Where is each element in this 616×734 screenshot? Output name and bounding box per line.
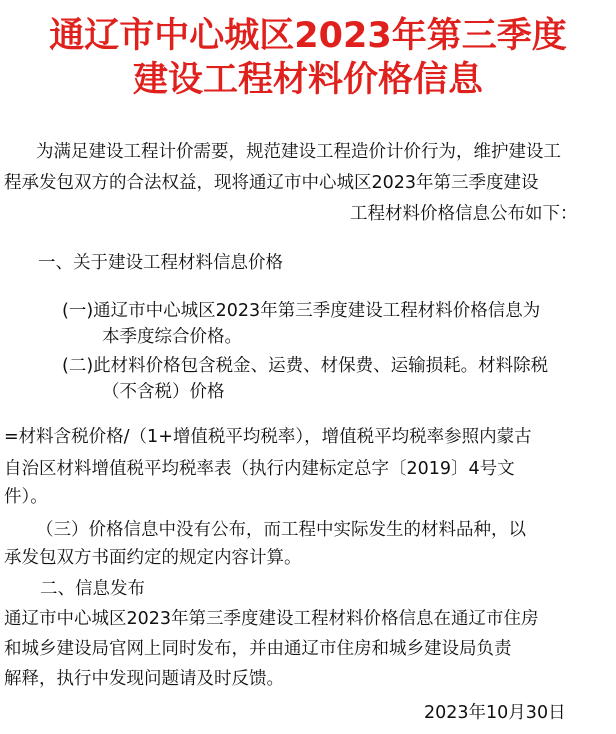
item-2-line-2: （不含税）价格 — [102, 382, 225, 402]
section-2-heading: 二、信息发布 — [40, 579, 145, 599]
formula-line-1: =材料含税价格/（1+增值税平均税率），增值税平均税率参照内蒙古 — [4, 427, 532, 447]
item-3-line-2: 承发包双方书面约定的规定内容计算。 — [4, 548, 302, 568]
item-1-line-2: 本季度综合价格。 — [102, 327, 242, 347]
release-line-3: 解释，执行中发现问题请及时反馈。 — [4, 669, 284, 689]
item-2-line-1: (二)此材料价格包含税金、运费、材保费、运输损耗。材料除税 — [62, 356, 549, 376]
formula-line-3: 件）。 — [4, 487, 48, 507]
formula-line-2: 自治区材料增值税平均税率表（执行内建标定总字〔2019〕4号文 — [4, 459, 515, 479]
document-title-line-2: 建设工程材料价格信息 — [132, 60, 483, 100]
document-title-line-1: 通辽市中心城区2023年第三季度 — [49, 16, 567, 56]
intro-line-1: 为满足建设工程计价需要，规范建设工程造价计价行为，维护建设工 — [36, 142, 561, 162]
intro-line-3: 工程材料价格信息公布如下： — [350, 204, 578, 224]
issue-date: 2023年10月30日 — [424, 703, 566, 723]
intro-line-2: 程承发包双方的合法权益，现将通辽市中心城区2023年第三季度建设 — [4, 173, 539, 193]
release-line-2: 和城乡建设局官网上同时发布，并由通辽市住房和城乡建设局负责 — [4, 639, 512, 659]
item-3-line-1: （三）价格信息中没有公布，而工程中实际发生的材料品种，以 — [36, 520, 526, 540]
section-1-heading: 一、关于建设工程材料信息价格 — [38, 253, 283, 273]
item-1-line-1: (一)通辽市中心城区2023年第三季度建设工程材料价格信息为 — [62, 301, 541, 321]
release-line-1: 通辽市中心城区2023年第三季度建设工程材料价格信息在通辽市住房 — [4, 609, 539, 629]
